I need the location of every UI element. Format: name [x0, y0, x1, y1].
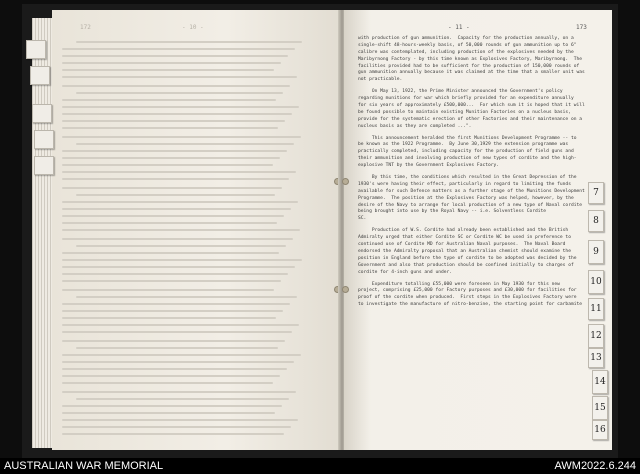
text-line: Production of W.S. Cordite had already been established and the British — [358, 228, 569, 234]
text-line: By this time, the conditions which resulted in the Great Depression of the — [358, 175, 577, 181]
bleed-through-line — [76, 194, 275, 196]
document-body-text — [358, 36, 590, 309]
footer-bar — [0, 458, 640, 474]
text-line: position in England before the type of cordite to be adopted was decided by the — [358, 255, 577, 261]
text-line: be found possible to maintain existing Munition Factories on a nucleus basis, — [358, 109, 571, 115]
bleed-through-line — [62, 266, 295, 268]
bleed-through-line — [62, 62, 281, 64]
bleed-through-line — [62, 419, 298, 421]
text-line: single-shift 48-hours-weekly basis, of 50,000 rounds of gun ammunition up to 6" — [358, 42, 577, 48]
text-line: practically completed, including capacity for the production of field guns and — [358, 149, 574, 155]
index-tab-8[interactable]: 8 — [588, 210, 604, 232]
index-tab-left[interactable] — [32, 104, 52, 123]
bleed-through-line — [62, 238, 293, 240]
bleed-through-line — [62, 426, 291, 428]
bleed-through-line — [62, 48, 295, 50]
right-folio-center: - 11 - — [448, 24, 470, 31]
bleed-through-line — [62, 171, 296, 173]
binding-hole — [342, 178, 349, 185]
bleed-through-line — [62, 113, 292, 115]
text-line: be known as the 1922 Programme. By June 30,1929 the extension programme was — [358, 142, 569, 148]
text-line: for six years of approximately £500,000... For which sum it is hoped that it will — [358, 103, 585, 109]
index-tab-12[interactable]: 12 — [588, 324, 604, 348]
text-line: Government and also that production should be confined initially to charges of — [358, 262, 574, 268]
bleed-through-line — [62, 252, 279, 254]
index-tab-14[interactable]: 14 — [592, 370, 608, 394]
text-line: Admiralty urged that either Cordite SC or Cordite WC be used in preference to — [358, 235, 571, 241]
text-line: calibre was contemplated, including production of the explosives needed by the — [358, 49, 574, 55]
text-line: proof of the cordite when produced. First steps in the Explosives Factory were — [358, 295, 577, 301]
text-line: available for such Defence matters as a further stage of the Munitions Development — [358, 188, 585, 194]
text-line: facilities provided had to be sufficient for the production of 150,000 rounds of — [358, 63, 580, 69]
footer-credit: AUSTRALIAN WAR MEMORIAL — [4, 460, 164, 472]
index-tab-15[interactable]: 15 — [592, 396, 608, 420]
index-tab-13[interactable]: 13 — [588, 348, 604, 368]
text-line: On May 13, 1922, the Prime Minister announced the Government's policy — [358, 89, 563, 95]
bleed-through-line — [62, 69, 274, 71]
bleed-through-line — [76, 245, 286, 247]
bleed-through-line — [62, 405, 282, 407]
text-line: This announcement heralded the first Munitions Development Programme -- to — [358, 135, 577, 141]
bleed-through-line — [62, 120, 285, 122]
text-line: 1930's were having their effect, particularly in regard to limiting the funds — [358, 181, 571, 187]
bleed-through-line — [62, 55, 288, 57]
bleed-through-line — [62, 85, 290, 87]
bleed-through-line — [62, 164, 273, 166]
bleed-through-line — [62, 178, 289, 180]
right-folio-number: 173 — [576, 24, 587, 31]
index-tab-10[interactable]: 10 — [588, 270, 604, 294]
bleed-through-line — [62, 222, 277, 224]
text-line: project, comprising £25,000 for Factory purposes and £30,000 for facilities for — [358, 288, 577, 294]
bleed-through-line — [62, 375, 280, 377]
bleed-through-line — [76, 398, 289, 400]
text-line: explosive TNT by the Government Explosives Factory. — [358, 163, 500, 169]
bleed-through-line — [62, 433, 284, 435]
text-line: Programme. The position at the Explosives Factory was helped, however, by the — [358, 195, 574, 201]
bleed-through-line — [62, 382, 273, 384]
bleed-through-line — [62, 127, 278, 129]
bleed-through-line — [62, 99, 276, 101]
text-line: to investigate the manufacture of nitro-benzine, the starting point for carbamite — [358, 302, 583, 308]
text-line: nucleus basis as they are completed ...". — [358, 123, 472, 129]
bleed-through-line — [62, 368, 287, 370]
text-line: SC. — [358, 216, 367, 222]
index-tab-7[interactable]: 7 — [588, 182, 604, 204]
bleed-through-line — [62, 76, 297, 78]
bleed-through-line — [62, 229, 300, 231]
text-line: being brought into use by the Royal Navy -- i.e. Solventless Cordite — [358, 209, 547, 215]
bleed-through-line — [62, 412, 275, 414]
index-tab-16[interactable]: 16 — [592, 420, 608, 440]
text-line: desire of the Navy to arrange for local production of a new type of Naval cordite — [358, 202, 583, 208]
bleed-through-line — [62, 273, 288, 275]
open-book — [22, 4, 618, 458]
index-tab-left[interactable] — [26, 40, 46, 59]
bleed-through-line — [62, 331, 292, 333]
bleed-through-line — [62, 361, 294, 363]
bleed-through-line — [62, 354, 301, 356]
bleed-through-line — [76, 296, 297, 298]
text-line: endorsed the Admiralty proposal that an Australian chemist should examine the — [358, 248, 571, 254]
left-page — [52, 10, 342, 450]
left-folio-center: - 10 - — [182, 24, 204, 31]
bleed-through-line — [62, 150, 287, 152]
text-line: continued use of Cordite MD for Australian Naval purposes. The Naval Board — [358, 242, 566, 248]
binding-hole — [342, 286, 349, 293]
right-page — [344, 10, 612, 450]
text-line: regarding munitions for war which briefly provided for an expenditure annually — [358, 96, 574, 102]
bleed-through-line — [62, 340, 285, 342]
text-line: Maribyrnong Factory - by this time known as Explosives Factory, Maribyrnong. The — [358, 56, 583, 62]
text-line: their ammunition and involving production of new types of cordite and the high- — [358, 156, 577, 162]
bleed-through-line — [62, 187, 282, 189]
bleed-through-line — [62, 201, 298, 203]
bleed-through-line — [62, 303, 290, 305]
bleed-through-line — [62, 106, 299, 108]
bleed-through-line — [62, 136, 301, 138]
bleed-through-line — [62, 391, 296, 393]
bleed-through-line — [76, 143, 294, 145]
text-line: with production of gun ammunition. Capacity for the production annually, on a — [358, 36, 574, 41]
bleed-through-line — [62, 280, 281, 282]
bleed-through-line — [76, 92, 283, 94]
index-tab-11[interactable]: 11 — [588, 298, 604, 320]
index-tab-left[interactable] — [34, 156, 54, 175]
bleed-through-line — [62, 215, 284, 217]
bleed-through-line — [62, 317, 276, 319]
left-folio-number: 172 — [80, 24, 91, 31]
index-tab-left[interactable] — [30, 66, 50, 85]
bleed-through-line — [62, 157, 280, 159]
text-line: provide for the systematic erection of other Factories and their maintenance on a — [358, 116, 583, 122]
index-tab-left[interactable] — [34, 130, 54, 149]
bleed-through-line — [62, 310, 283, 312]
text-line: cordite for 4-inch guns and under. — [358, 269, 453, 275]
text-line: Expenditure totalling £55,000 were foreseen in May 1930 for this new — [358, 281, 560, 287]
text-line: gun ammunition annually because it was claimed at the time that a smaller unit was — [358, 70, 585, 76]
text-line: not practicable. — [358, 77, 403, 83]
bleed-through-line — [62, 208, 291, 210]
bleed-through-line — [76, 347, 278, 349]
index-tab-9[interactable]: 9 — [588, 240, 604, 264]
bleed-through-line — [62, 324, 299, 326]
footer-accession-number: AWM2022.6.244 — [554, 460, 636, 472]
bleed-through-line — [62, 289, 274, 291]
bleed-through-line — [62, 259, 302, 261]
bleed-through-line — [76, 41, 302, 43]
